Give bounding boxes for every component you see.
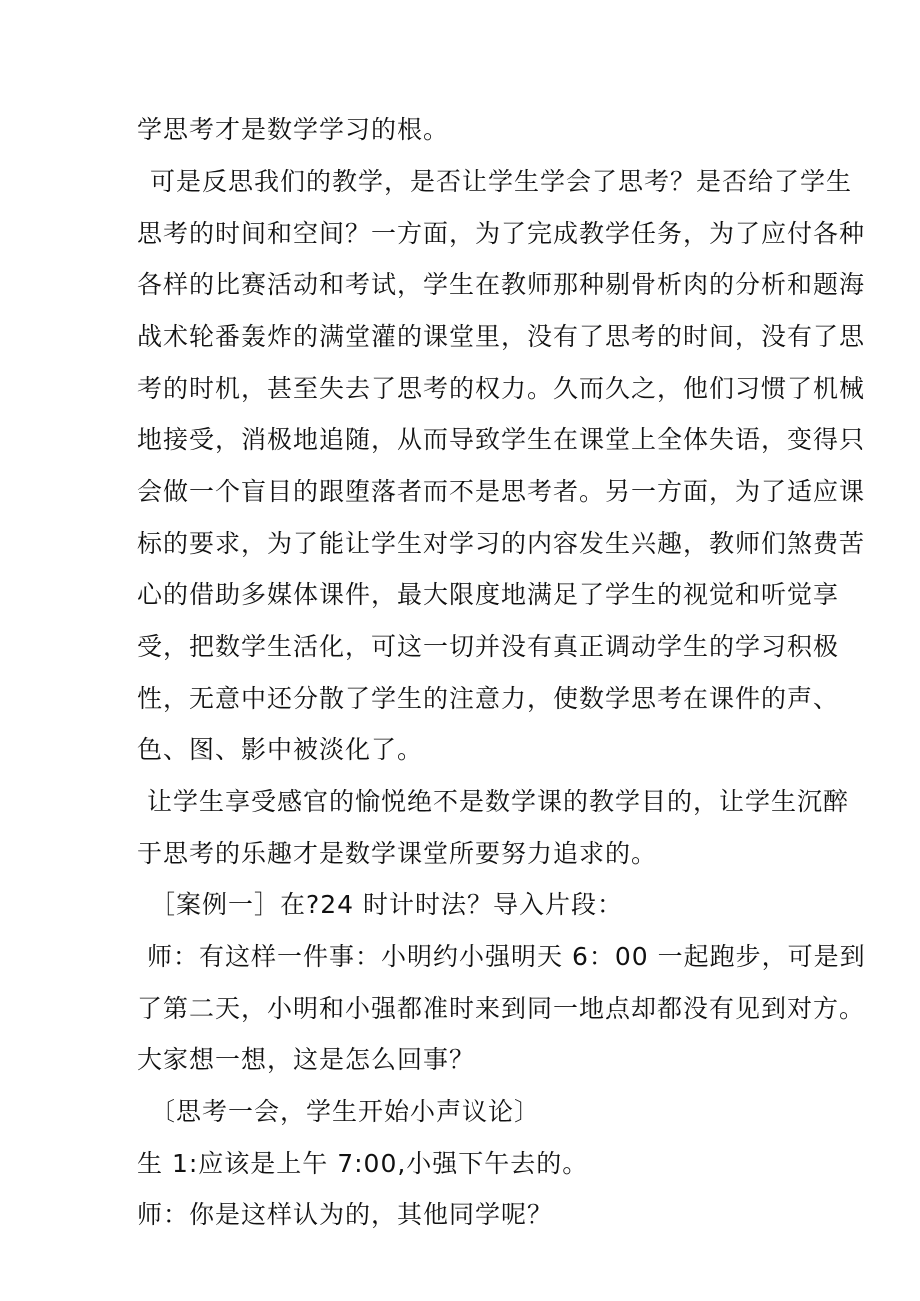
text-line: 受，把数学生活化，可这一切并没有真正调动学生的学习积极	[137, 632, 840, 661]
text-line: 师：你是这样认为的，其他同学呢？	[137, 1200, 554, 1229]
text-line: 〔思考一会，学生开始小声议论〕	[150, 1097, 541, 1126]
text-line: 色、图、影中被淡化了。	[137, 735, 424, 764]
text-line: 战术轮番轰炸的满堂灌的课堂里，没有了思考的时间，没有了思	[137, 322, 866, 351]
text-line: 于思考的乐趣才是数学课堂所要努力追求的。	[137, 839, 658, 868]
text-line: 可是反思我们的教学，是否让学生学会了思考？是否给了学生	[150, 167, 853, 196]
text-line: 各样的比赛活动和考试，学生在教师那种剔骨析肉的分析和题海	[137, 270, 866, 299]
text-line: 让学生享受感官的愉悦绝不是数学课的教学目的，让学生沉醉	[147, 787, 850, 816]
text-line: 思考的时间和空间？一方面，为了完成教学任务，为了应付各种	[137, 219, 866, 248]
text-line: 会做一个盲目的跟堕落者而不是思考者。另一方面，为了适应课	[137, 477, 866, 506]
text-line: 考的时机，甚至失去了思考的权力。久而久之，他们习惯了机械	[137, 374, 866, 403]
text-line: 心的借助多媒体课件，最大限度地满足了学生的视觉和听觉享	[137, 580, 840, 609]
text-line: 标的要求，为了能让学生对学习的内容发生兴趣，教师们煞费苦	[137, 529, 866, 558]
text-line: 大家想一想，这是怎么回事？	[137, 1045, 476, 1074]
case-heading: ［案例一］在?24 时计时法？导入片段：	[150, 890, 624, 919]
text-line: 师：有这样一件事：小明约小强明天 6：00 一起跑步，可是到	[147, 942, 866, 971]
text-line: 学思考才是数学学习的根。	[137, 115, 450, 144]
text-line: 性，无意中还分散了学生的注意力，使数学思考在课件的声、	[137, 684, 840, 713]
text-line: 生 1:应该是上午 7:00,小强下午去的。	[137, 1149, 589, 1178]
text-line: 了第二天，小明和小强都准时来到同一地点却都没有见到对方。	[137, 994, 866, 1023]
text-line: 地接受，消极地追随，从而导致学生在课堂上全体失语，变得只	[137, 425, 866, 454]
